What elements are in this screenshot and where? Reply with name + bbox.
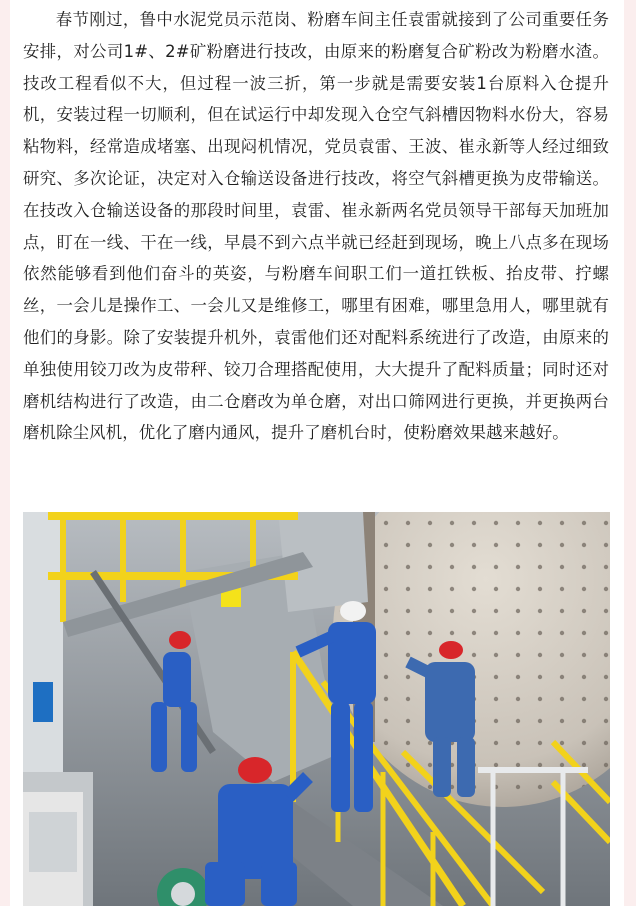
article-paragraph: 春节刚过，鲁中水泥党员示范岗、粉磨车间主任袁雷就接到了公司重要任务安排，对公司1#、2#矿粉磨进行技改，由原来的粉磨复合矿粉改为粉磨水渣。技改工程看似不大，但过程一波三折，第一步就是需要安装1台原料入仓提升机，安装过程一切顺利，但在试运行中却发现入仓空气斜槽因物料水份大，容易粘物料，经常造成堵塞、出现闷机情况，党员袁雷、王波、崔永新等人经过细致研究、多次论证，决定对入仓输送设备进行技改，将空气斜槽更换为皮带输送。在技改入仓输送设备的那段时间里，袁雷、崔永新两名党员领导干部每天加班加点，盯在一线、干在一线，早晨不到六点半就已经赶到现场，晚上八点多在现场依然能够看到他们奋斗的英姿，与粉磨车间职工们一道扛铁板、抬皮带、拧螺丝，一会儿是操作工、一会儿又是维修工，哪里有困难，哪里急用人，哪里就有他们的身影。除了安装提升机外，袁雷他们还对配料系统进行了改造，由原来的单独使用铰刀改为皮带秤、铰刀合理搭配使用，大大提升了配料质量；同时还对磨机结构进行了改造，由二仓磨改为单仓磨，对出口筛网进行更换，并更换两台磨机除尘风机，优化了磨内通风，提升了磨机台时，使粉磨效果越来越好。 bbox=[23, 10, 609, 443]
mill-workers-photo bbox=[23, 512, 610, 906]
